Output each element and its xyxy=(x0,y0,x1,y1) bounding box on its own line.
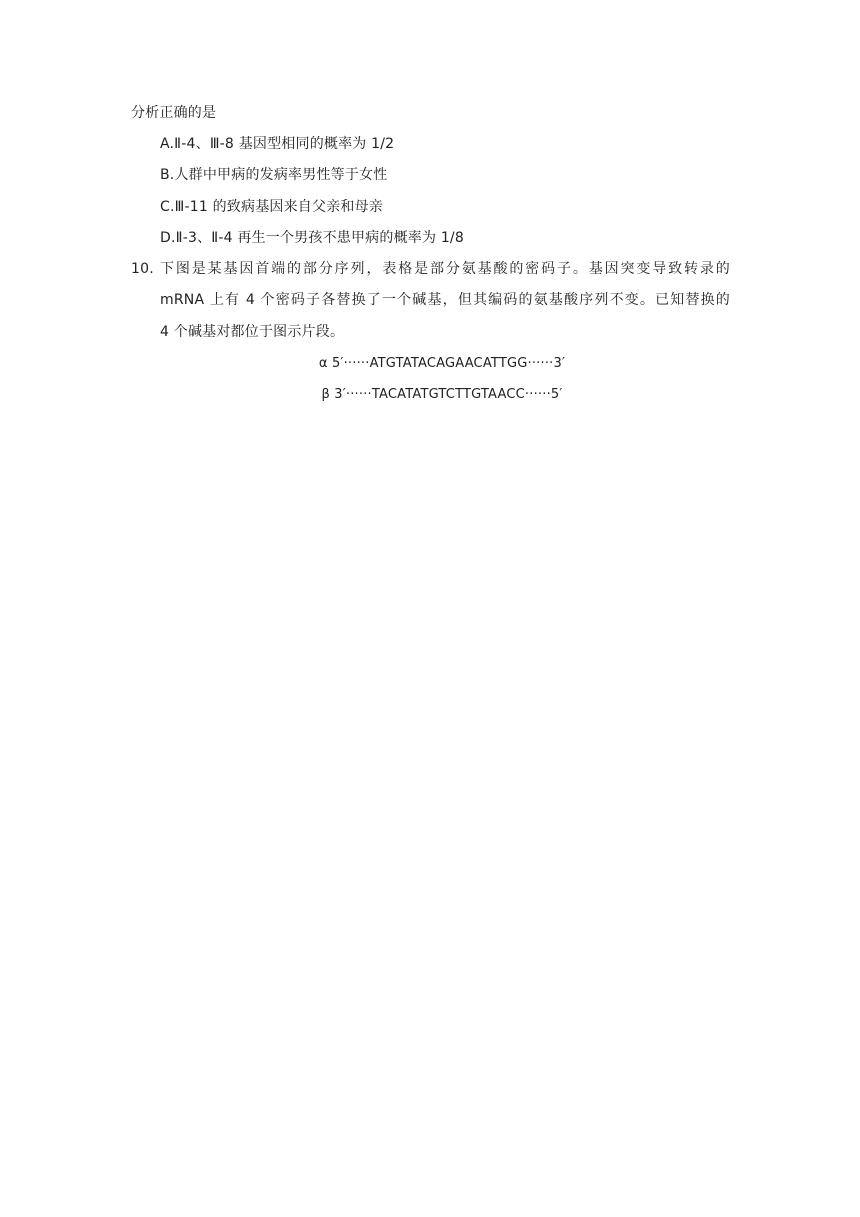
q10-text-line-3: 4 个碱基对都位于图示片段。 xyxy=(160,324,345,340)
q10-text-line-2: mRNA 上有 4 个密码子各替换了一个碱基，但其编码的氨基酸序列不变。已知替换的 xyxy=(160,292,730,308)
q9-option-d: D.Ⅱ-3、Ⅱ-4 再生一个男孩不患甲病的概率为 1/8 xyxy=(160,230,464,246)
q9-option-c: C.Ⅲ-11 的致病基因来自父亲和母亲 xyxy=(160,199,383,215)
alpha-strand-sequence: α 5′······ATGTATACAGAACATTGG······3′ xyxy=(318,356,566,371)
q10-number: 10. xyxy=(131,261,154,277)
q9-option-b: B.人群中甲病的发病率男性等于女性 xyxy=(160,167,388,183)
beta-strand-sequence: β 3′······TACATATGTCTTGTAACC······5′ xyxy=(321,387,563,402)
q10-text-line-1: 下图是某基因首端的部分序列，表格是部分氨基酸的密码子。基因突变导致转录的 xyxy=(160,261,730,277)
q9-intro-text: 分析正确的是 xyxy=(131,105,217,121)
q9-option-a: A.Ⅱ-4、Ⅲ-8 基因型相同的概率为 1/2 xyxy=(160,136,395,152)
